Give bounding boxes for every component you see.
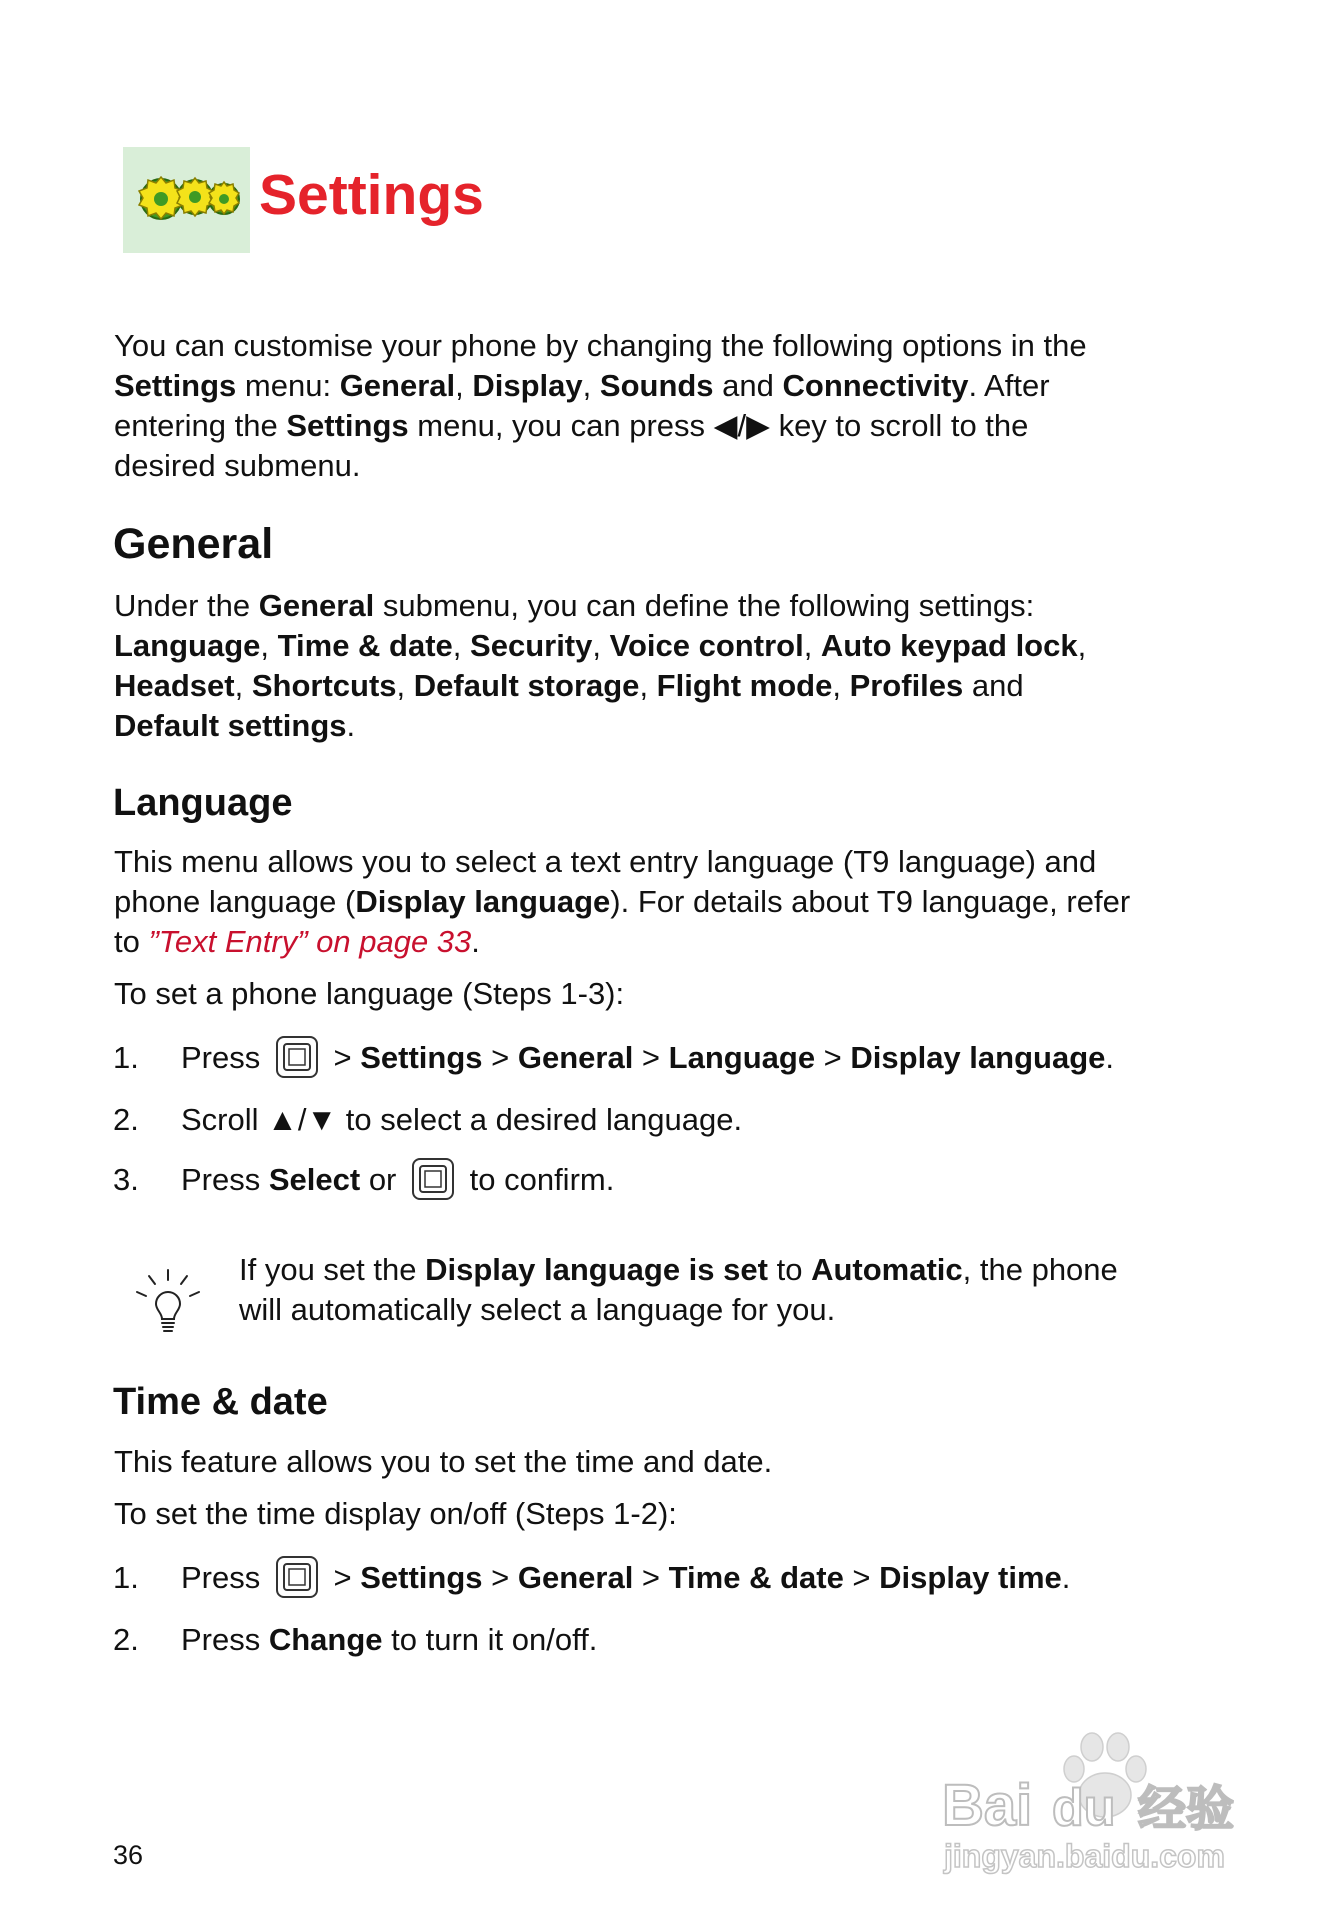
menu-key-icon: [275, 1555, 319, 1599]
gears-icon: [123, 147, 250, 253]
time-date-heading: Time & date: [113, 1381, 328, 1423]
language-step-1: Press > Settings > General > Language > Display language.: [181, 1038, 1114, 1082]
language-heading: Language: [113, 782, 293, 824]
settings-header-icon: [123, 147, 250, 253]
time-date-paragraph: This feature allows you to set the time and date.: [114, 1444, 773, 1479]
svg-text:jingyan.baidu.com: jingyan.baidu.com: [944, 1838, 1225, 1874]
general-heading: General: [113, 520, 274, 568]
left-right-arrows: ◀/▶: [713, 408, 770, 443]
step-number: 2.: [113, 1102, 139, 1137]
language-paragraph: This menu allows you to select a text entry language (T9 language) and phone language (Display language). For details about T9 language, refer to ”Text Entry” on page 33.: [114, 844, 1131, 959]
language-step-2: Scroll ▲/▼ to select a desired language.: [181, 1102, 743, 1137]
up-down-arrows: ▲/▼: [267, 1102, 338, 1137]
language-steps-intro: To set a phone language (Steps 1-3):: [114, 976, 625, 1011]
watermark: [940, 1725, 1240, 1875]
step-number: 3.: [113, 1162, 139, 1197]
step-number: 1.: [113, 1040, 139, 1075]
svg-text:du: du: [1052, 1779, 1116, 1837]
general-paragraph: Under the General submenu, you can define the following settings: Language, Time & date, Security, Voice control, Auto keypad lock, Headset, Shortcuts, Default storage, Flight mode, Profiles and Default settings.: [114, 588, 1087, 743]
svg-text:Bai: Bai: [942, 1773, 1033, 1838]
step-number: 2.: [113, 1622, 139, 1657]
text-entry-link[interactable]: ”Text Entry” on page 33: [148, 924, 472, 959]
time-date-step-2: Press Change to turn it on/off.: [181, 1622, 598, 1657]
time-date-steps-intro: To set the time display on/off (Steps 1-2):: [114, 1496, 677, 1531]
tip-text: If you set the Display language is set to Automatic, the phone will automatically select a language for you.: [239, 1252, 1118, 1327]
page-title: Settings: [259, 163, 484, 227]
baidu-paw-icon: [940, 1725, 1240, 1875]
lightbulb-icon: [131, 1266, 205, 1341]
svg-text:经验: 经验: [1138, 1781, 1235, 1837]
menu-key-icon: [275, 1035, 319, 1079]
menu-key-icon: [411, 1157, 455, 1201]
intro-paragraph: You can customise your phone by changing the following options in the Settings menu: General, Display, Sounds and Connectivity. After entering the Settings menu, you can press ◀/▶ key to scroll to the desired submenu.: [114, 328, 1087, 483]
page-number: 36: [113, 1840, 144, 1870]
step-number: 1.: [113, 1560, 139, 1595]
language-step-3: Press Select or to confirm.: [181, 1160, 614, 1204]
time-date-step-1: Press > Settings > General > Time & date > Display time.: [181, 1558, 1070, 1602]
